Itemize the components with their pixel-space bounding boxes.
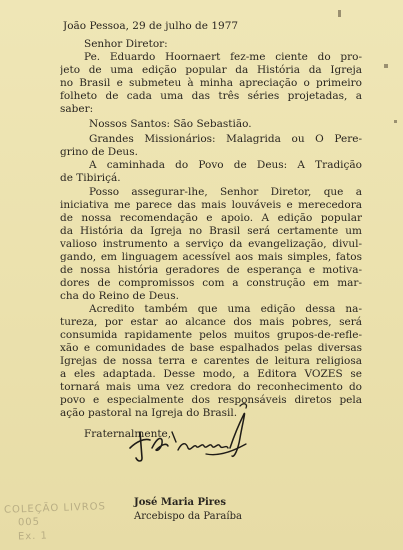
handwritten-signature <box>116 396 266 466</box>
body-line: cha do Reino de Deus. <box>60 290 179 302</box>
body-line: de nossa recomendação e apoio. A edição popular <box>60 212 362 224</box>
body-line: Posso assegurar-lhe, Senhor Diretor, que a <box>89 186 362 198</box>
body-line: valioso instrumento a serviço da evangelização, divul- <box>60 238 362 250</box>
letter-salutation: Senhor Diretor: <box>84 38 168 50</box>
library-stamp-line: Ex. 1 <box>17 530 49 543</box>
body-line: Nossos Santos: São Sebastião. <box>89 118 252 130</box>
body-line: de nossa história geradores de esperança e motiva- <box>60 264 362 276</box>
letter-date: João Pessoa, 29 de julho de 1977 <box>63 20 239 32</box>
body-line: ação pastoral na Igreja do Brasil. <box>60 407 238 419</box>
body-line: consumida rapidamente pelos muitos grupos-de-refle- <box>60 329 362 341</box>
body-line: saber: <box>60 103 94 115</box>
body-line: jeto de uma edição popular da História da Igreja <box>60 64 362 76</box>
body-line: tornará mais uma vez credora do reconhecimento do <box>60 381 362 393</box>
paper-blemish <box>394 120 397 123</box>
signatory-name: José Maria Pires <box>134 497 227 508</box>
body-line: folheto de cada uma das três séries projetadas, a <box>60 90 362 102</box>
body-line: gando, em linguagem acessível aos mais simples, fatos <box>60 251 362 263</box>
body-line: Grandes Missionários: Malagrida ou O Pere- <box>89 133 362 145</box>
body-line: de Tibiriçá. <box>60 172 121 184</box>
body-line: A caminhada do Povo de Deus: A Tradição <box>89 159 362 171</box>
letter-closing: Fraternalmente, <box>84 428 172 440</box>
body-line: xão e comunidades de base espalhados pelas diversas <box>60 342 362 354</box>
body-line: tureza, por estar ao alcance dos mais pobres, será <box>60 316 362 328</box>
body-line: dores de compromissos com a construção em mar- <box>60 277 362 289</box>
paper-blemish <box>384 64 388 68</box>
body-line: no Brasil e submeteu à minha apreciação o primeiro <box>60 77 362 89</box>
signatory-title: Arcebispo da Paraíba <box>134 511 242 522</box>
library-stamp-line: COLEÇÃO LIVROS <box>3 501 107 516</box>
body-line: iniciativa me parece das mais louváveis e merecedora <box>60 199 362 211</box>
library-stamp-line: 005 <box>17 516 41 529</box>
paper-blemish <box>338 10 341 17</box>
body-line: povo e especialmente dos responsáveis diretos pela <box>60 394 362 406</box>
body-line: a eles adaptada. Desse modo, a Editora VOZES se <box>60 368 362 380</box>
body-line: Acredito também que uma edição dessa na- <box>89 303 362 315</box>
body-line: grino de Deus. <box>60 146 138 158</box>
body-line: Igrejas de nossa terra e carentes de leitura religiosa <box>60 355 362 367</box>
body-line: da História da Igreja no Brasil será certamente um <box>60 225 362 237</box>
body-line: Pe. Eduardo Hoornaert fez-me ciente do pro- <box>84 51 362 63</box>
